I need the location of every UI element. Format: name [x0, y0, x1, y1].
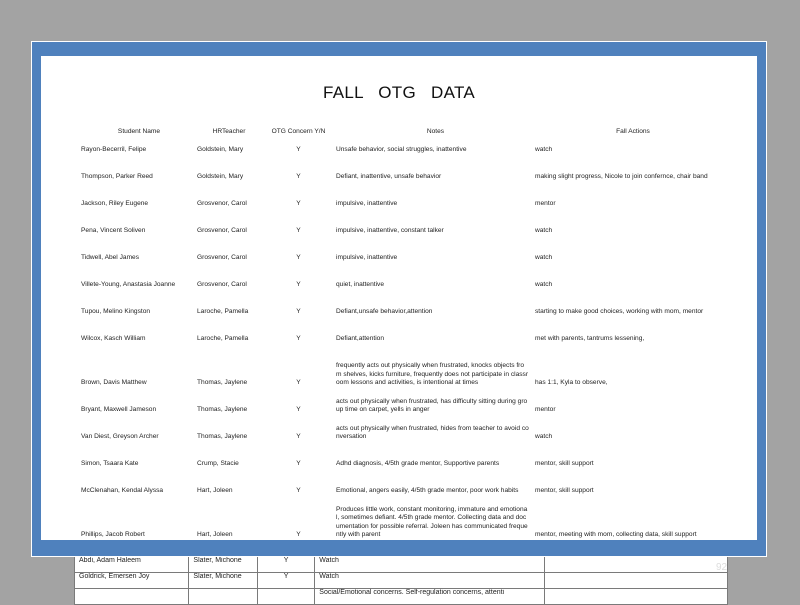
table-header-row: [81, 128, 731, 141]
cell-concern: Y: [296, 531, 301, 539]
table-row: [75, 589, 728, 605]
cell-actions: mentor, skill support: [535, 460, 594, 468]
cell-concern: Y: [296, 281, 301, 289]
table-row: [81, 182, 731, 209]
cell-teacher: Grosvenor, Carol: [197, 254, 247, 262]
header-hr-teacher: HRTeacher: [212, 128, 246, 135]
cell-student: Rayon-Becerril, Felipe: [81, 146, 147, 154]
table-row: [81, 344, 731, 388]
cell-notes: frequently acts out physically when frustrated, knocks objects from shelves, kicks furniture, frequently does not participate in classroom lessons and activities, is intentional at times: [336, 362, 529, 387]
cell-notes: Produces little work, constant monitoring, immature and emotional, sometimes defiant. 4/5th grade mentor. Collecting data and documentation for possible referral. Joleen has communicated frequently with parent: [336, 505, 528, 539]
cell-actions: watch: [535, 433, 553, 441]
cell-student: Simon, Tsaara Kate: [81, 460, 139, 468]
cell-student: Van Diest, Greyson Archer: [81, 433, 159, 441]
cell-actions: starting to make good choices, working with mom, mentor: [535, 308, 704, 316]
cell-concern: Y: [296, 308, 301, 316]
cell-student: McClenahan, Kendal Alyssa: [81, 487, 164, 495]
cell-actions: met with parents, tantrums lessening,: [535, 335, 645, 343]
cell-student: [75, 589, 189, 605]
cell-concern: Y: [296, 433, 301, 441]
cell-teacher: Hart, Joleen: [197, 487, 233, 495]
cell-teacher: Crump, Stacie: [197, 460, 239, 468]
table-row: [81, 290, 731, 317]
table-row: [75, 573, 728, 589]
table-row: [81, 317, 731, 344]
page-number: 92: [716, 562, 728, 573]
cell-notes: impulsive, inattentive: [336, 254, 398, 262]
otg-data-table: [81, 128, 731, 540]
table-row: [81, 155, 731, 182]
cell-concern: Y: [296, 146, 301, 154]
cell-notes: impulsive, inattentive, constant talker: [336, 227, 444, 235]
slide-frame: [31, 41, 767, 557]
cell-teacher: Slater, Michone: [189, 573, 257, 589]
cell-actions: mentor: [535, 200, 556, 208]
header-notes: Notes: [426, 128, 445, 135]
table-row: [81, 442, 731, 469]
cell-teacher: Goldstein, Mary: [197, 146, 244, 154]
cell-notes: acts out physically when frustrated, has difficulty sitting during group time on carpet, yells in anger: [336, 397, 528, 414]
cell-notes: Unsafe behavior, social struggles, inattentive: [336, 146, 467, 154]
cell-concern: Y: [296, 200, 301, 208]
cell-student: Wilcox, Kasch William: [81, 335, 146, 343]
cell-student: Villete-Young, Anastasia Joanne: [81, 281, 176, 289]
header-otg-concern: OTG Concern Y/N: [271, 128, 326, 135]
cell-notes: acts out physically when frustrated, hides from teacher to avoid conversation: [336, 424, 529, 441]
cell-concern: Y: [296, 460, 301, 468]
cell-actions: [544, 557, 727, 573]
cell-actions: [544, 573, 727, 589]
cell-notes: Emotional, angers easily, 4/5th grade mentor, poor work habits: [336, 487, 519, 495]
cell-student: Brown, Davis Matthew: [81, 379, 147, 387]
cell-student: Tupou, Melino Kingston: [81, 308, 151, 316]
cell-concern: Y: [296, 406, 301, 414]
cell-concern: Y: [257, 573, 314, 589]
cell-actions: watch: [535, 281, 553, 289]
cell-teacher: Thomas, Jaylene: [197, 433, 248, 441]
cell-actions: mentor, skill support: [535, 487, 594, 495]
cell-notes: Watch: [315, 557, 544, 573]
header-fall-actions: Fall Actions: [616, 128, 650, 135]
table-row: [81, 388, 731, 415]
cell-student: Phillips, Jacob Robert: [81, 531, 145, 539]
cell-teacher: Thomas, Jaylene: [197, 406, 248, 414]
cell-actions: watch: [535, 227, 553, 235]
cell-concern: Y: [296, 335, 301, 343]
cell-teacher: Goldstein, Mary: [197, 173, 244, 181]
cell-notes: Defiant,attention: [336, 335, 385, 343]
cell-teacher: Grosvenor, Carol: [197, 200, 247, 208]
cell-teacher: Laroche, Pamella: [197, 308, 249, 316]
cell-student: Jackson, Riley Eugene: [81, 200, 149, 208]
table-row: [81, 496, 731, 540]
cell-teacher: Grosvenor, Carol: [197, 227, 247, 235]
cell-teacher: Slater, Michone: [189, 557, 257, 573]
cell-actions: making slight progress, Nicole to join confernce, chair band: [535, 173, 708, 181]
cell-notes: Defiant,unsafe behavior,attention: [336, 308, 433, 316]
cell-notes: Watch: [315, 573, 544, 589]
cell-teacher: [189, 589, 257, 605]
table-row: [81, 415, 731, 442]
cell-actions: has 1:1, Kyla to observe,: [535, 379, 608, 387]
table-row: [81, 263, 731, 290]
cell-student: Abdi, Adam Haleem: [75, 557, 189, 573]
cell-notes: Adhd diagnosis, 4/5th grade mentor, Supportive parents: [336, 460, 500, 468]
cell-student: Pena, Vincent Soliven: [81, 227, 146, 235]
table-row: [81, 141, 731, 155]
table-row: [81, 469, 731, 496]
cell-student: Bryant, Maxwell Jameson: [81, 406, 157, 414]
cell-concern: Y: [296, 487, 301, 495]
cell-actions: watch: [535, 254, 553, 262]
cell-concern: Y: [296, 379, 301, 387]
cell-actions: [544, 589, 727, 605]
cell-notes: Defiant, inattentive, unsafe behavior: [336, 173, 442, 181]
page-title: FALL OTG DATA: [322, 83, 476, 102]
table-body: [81, 141, 731, 540]
cell-concern: Y: [296, 227, 301, 235]
cell-actions: mentor, meeting with mom, collecting data, skill support: [535, 531, 697, 539]
table-row: [81, 236, 731, 263]
cell-actions: watch: [535, 146, 553, 154]
cell-notes: quiet, inattentive: [336, 281, 385, 289]
cell-concern: Y: [296, 254, 301, 262]
cell-student: Tidwell, Abel James: [81, 254, 140, 262]
table-row: [81, 209, 731, 236]
header-student-name: Student Name: [117, 128, 161, 135]
slide-page: [41, 56, 757, 540]
cell-student: Goldrick, Emersen Joy: [75, 573, 189, 589]
cell-notes: impulsive, inattentive: [336, 200, 398, 208]
cell-student: Thompson, Parker Reed: [81, 173, 153, 181]
cell-teacher: Laroche, Pamella: [197, 335, 249, 343]
cell-concern: [257, 589, 314, 605]
cell-concern: Y: [296, 173, 301, 181]
cell-teacher: Hart, Joleen: [197, 531, 233, 539]
cell-notes: Social/Emotional concerns. Self-regulation concerns, attenti: [315, 589, 544, 605]
cell-teacher: Thomas, Jaylene: [197, 379, 248, 387]
table-row: [75, 557, 728, 573]
cell-actions: mentor: [535, 406, 556, 414]
cell-teacher: Grosvenor, Carol: [197, 281, 247, 289]
cell-concern: Y: [257, 557, 314, 573]
